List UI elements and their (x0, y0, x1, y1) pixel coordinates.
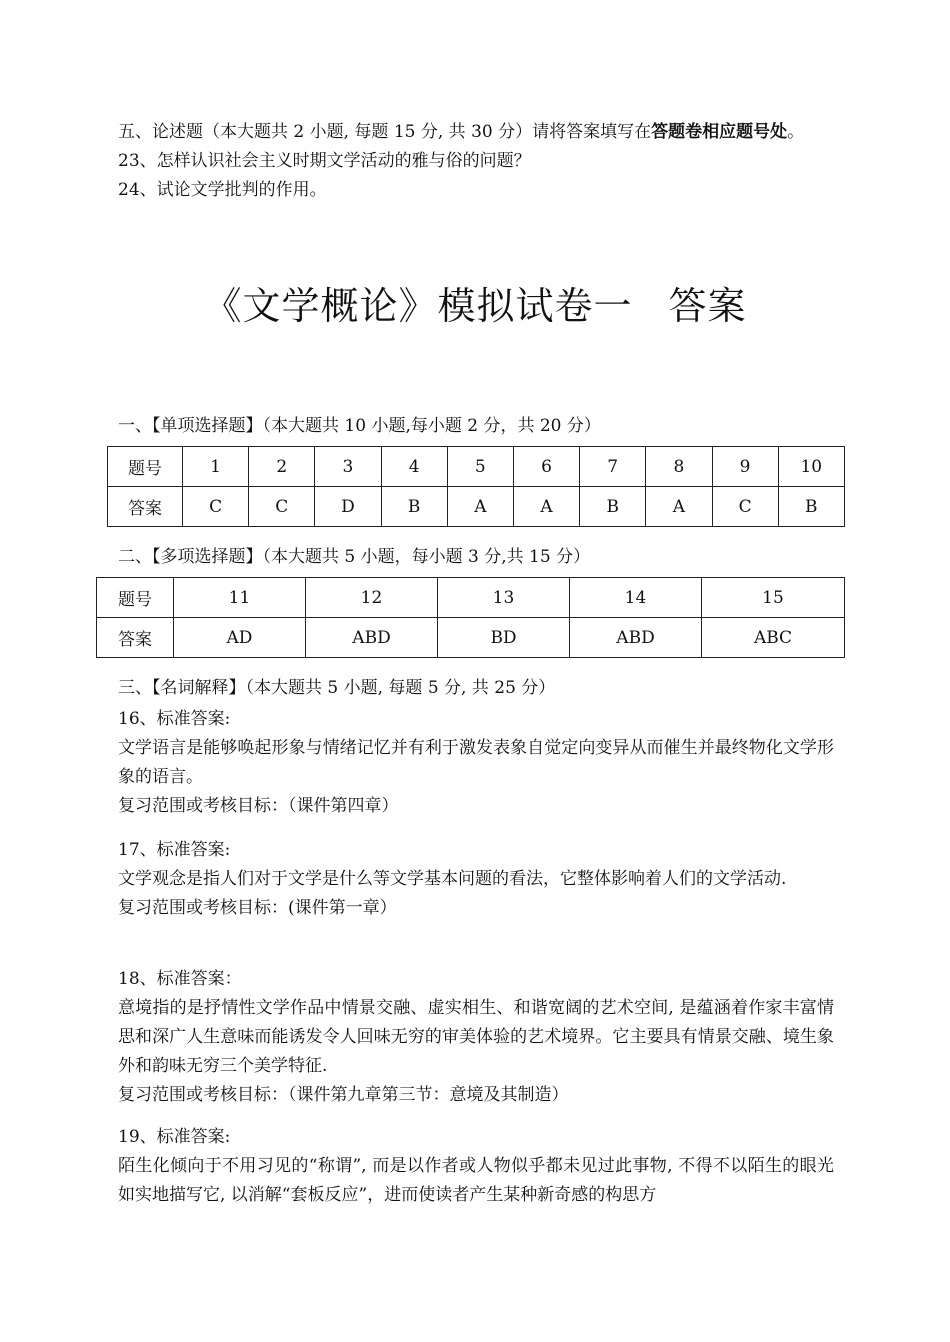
question-number-cell: 9 (712, 447, 778, 487)
question-number-cell: 11 (174, 578, 306, 618)
answer-19-text: 陌生化倾向于不用习见的“称谓”, 而是以作者或人物似乎都未见过此事物, 不得不以陌生的眼光如实地描写它, 以消解“套板反应”，进而使读者产生某种新奇感的构思方 (118, 1156, 834, 1205)
part5-heading (118, 118, 834, 147)
answer-18-label: 18、标准答案： (118, 969, 242, 989)
question-number-cell: 5 (447, 447, 513, 487)
answer-cell: B (381, 487, 447, 527)
question-number-cell: 8 (646, 447, 712, 487)
answer-19 (118, 1123, 834, 1210)
answer-cell: C (183, 487, 249, 527)
answer-cell: A (513, 487, 579, 527)
answer-17-label: 17、标准答案: (118, 840, 231, 860)
answer-cell: ABD (570, 618, 702, 658)
answer-cell: ABD (306, 618, 438, 658)
table-row-numbers (97, 578, 845, 618)
row-label-answer: 答案 (97, 618, 174, 658)
section2-heading: 二、【多项选择题】（本大题共 5 小题，每小题 3 分,共 15 分） (118, 547, 591, 567)
answer-17 (118, 836, 834, 923)
question-number-cell: 15 (702, 578, 845, 618)
answer-cell: BD (438, 618, 570, 658)
row-label-answer: 答案 (108, 487, 183, 527)
question-number-cell: 7 (580, 447, 646, 487)
page-title (0, 282, 950, 330)
answer-18 (118, 965, 834, 1110)
question-number-cell: 3 (315, 447, 381, 487)
answer-cell: D (315, 487, 381, 527)
answer-cell: C (712, 487, 778, 527)
part5-heading-text: 五、论述题（本大题共 2 小题, 每题 15 分, 共 30 分）请将答案填写在 (118, 122, 652, 142)
question-number-cell: 1 (183, 447, 249, 487)
title-suffix: 答案 (668, 284, 747, 328)
question-23: 23、怎样认识社会主义时期文学活动的雅与俗的问题？ (118, 151, 531, 171)
answer-16-label: 16、标准答案: (118, 709, 231, 729)
question-number-cell: 10 (778, 447, 844, 487)
part5-block (118, 118, 838, 205)
multiple-choice-table (96, 577, 845, 658)
answer-19-label: 19、标准答案: (118, 1127, 231, 1147)
table-row-answers (97, 618, 845, 658)
question-number-cell: 2 (249, 447, 315, 487)
answer-16 (118, 705, 834, 821)
answer-18-scope: 复习范围或考核目标：（课件第九章第三节：意境及其制造） (118, 1085, 569, 1105)
single-choice-table (107, 446, 845, 527)
answer-16-scope: 复习范围或考核目标：（课件第四章） (118, 796, 399, 816)
answer-17-text: 文学观念是指人们对于文学是什么等文学基本问题的看法，它整体影响着人们的文学活动. (118, 869, 787, 889)
question-number-cell: 6 (513, 447, 579, 487)
section1-heading: 一、【单项选择题】（本大题共 10 小题,每小题 2 分，共 20 分） (118, 416, 601, 436)
part5-heading-suffix: 。 (787, 122, 805, 142)
answer-17-scope: 复习范围或考核目标：(课件第一章） (118, 898, 397, 918)
question-number-cell: 13 (438, 578, 570, 618)
answer-16-text: 文学语言是能够唤起形象与情绪记忆并有利于激发表象自觉定向变异从而催生并最终物化文学形象的语言。 (118, 738, 834, 787)
question-number-cell: 12 (306, 578, 438, 618)
row-label-number: 题号 (97, 578, 174, 618)
table-row-numbers (108, 447, 845, 487)
question-number-cell: 4 (381, 447, 447, 487)
answer-cell: B (778, 487, 844, 527)
answer-18-text: 意境指的是抒情性文学作品中情景交融、虚实相生、和谐宽阔的艺术空间, 是蕴涵着作家丰富情思和深广人生意味而能诱发令人回味无穷的审美体验的艺术境界。它主要具有情景交融、境生象外和韵味无穷三个美学特征. (118, 998, 834, 1076)
answer-cell: A (646, 487, 712, 527)
section3-heading: 三、【名词解释】（本大题共 5 小题, 每题 5 分, 共 25 分） (118, 678, 556, 698)
title-main: 《文学概论》模拟试卷一 (203, 284, 633, 328)
question-number-cell: 14 (570, 578, 702, 618)
answer-cell: B (580, 487, 646, 527)
answer-cell: C (249, 487, 315, 527)
part5-heading-bold: 答题卷相应题号处 (651, 122, 788, 142)
question-24: 24、试论文学批判的作用。 (118, 180, 327, 200)
answer-cell: ABC (702, 618, 845, 658)
table-row-answers (108, 487, 845, 527)
row-label-number: 题号 (108, 447, 183, 487)
answer-cell: A (447, 487, 513, 527)
answer-cell: AD (174, 618, 306, 658)
